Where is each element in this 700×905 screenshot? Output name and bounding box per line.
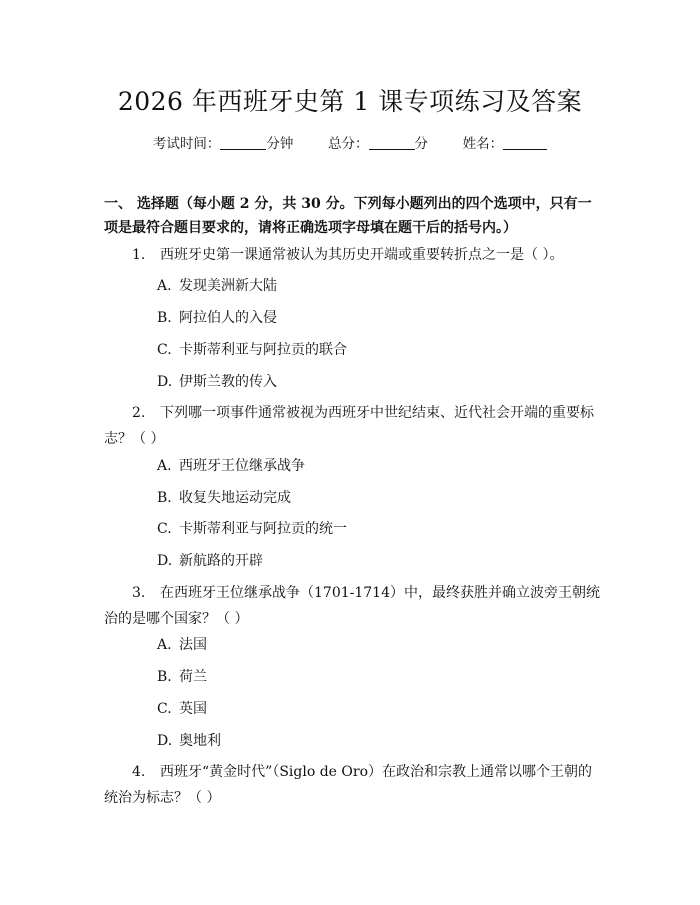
time-label: 考试时间：	[152, 136, 221, 152]
question-1	[104, 242, 600, 268]
question-text: 下列哪一项事件通常被视为西班牙中世纪结束、近代社会开端的重要标志？（ ）	[104, 405, 594, 447]
name-blank[interactable]	[503, 136, 547, 150]
score-blank[interactable]	[369, 136, 415, 150]
option-2c[interactable]: C. 卡斯蒂利亚与阿拉贡的统一	[157, 521, 347, 537]
question-number: 3.	[132, 585, 146, 601]
score-unit: 分	[414, 136, 428, 152]
option-1a[interactable]: A. 发现美洲新大陆	[157, 278, 277, 294]
name-label: 姓名：	[462, 136, 504, 152]
question-text: 在西班牙王位继承战争（1701-1714）中，最终获胜并确立波旁王朝统治的是哪个国家？（ ）	[104, 585, 600, 627]
page-title: 2026 年西班牙史第 1 课专项练习及答案	[117, 87, 583, 116]
option-2d[interactable]: D. 新航路的开辟	[157, 553, 263, 569]
option-3b[interactable]: B. 荷兰	[157, 669, 207, 685]
exam-meta	[0, 132, 700, 152]
question-number: 1.	[132, 247, 146, 263]
question-3	[104, 580, 600, 632]
question-2	[104, 400, 600, 452]
question-text: 西班牙“黄金时代”（Siglo de Oro）在政治和宗教上通常以哪个王朝的统治为标志？（ ）	[104, 764, 592, 806]
option-1d[interactable]: D. 伊斯兰教的传入	[157, 374, 277, 390]
option-2b[interactable]: B. 收复失地运动完成	[157, 490, 291, 506]
time-blank[interactable]	[220, 136, 266, 150]
time-unit: 分钟	[266, 136, 294, 152]
option-1c[interactable]: C. 卡斯蒂利亚与阿拉贡的联合	[157, 342, 347, 358]
option-3a[interactable]: A. 法国	[157, 637, 207, 653]
section-heading: 一、 选择题（每小题 2 分，共 30 分。下列每小题列出的四个选项中，只有一项是最符合题目要求的，请将正确选项字母填在题干后的括号内。）	[104, 196, 592, 236]
option-2a[interactable]: A. 西班牙王位继承战争	[157, 458, 305, 474]
option-3c[interactable]: C. 英国	[157, 701, 207, 717]
question-4	[104, 759, 600, 811]
question-number: 4.	[132, 764, 146, 780]
question-number: 2.	[132, 405, 146, 421]
question-text: 西班牙史第一课通常被认为其历史开端或重要转折点之一是（ ）。	[160, 247, 564, 263]
option-3d[interactable]: D. 奥地利	[157, 733, 221, 749]
score-label: 总分：	[328, 136, 369, 152]
option-1b[interactable]: B. 阿拉伯人的入侵	[157, 310, 277, 326]
